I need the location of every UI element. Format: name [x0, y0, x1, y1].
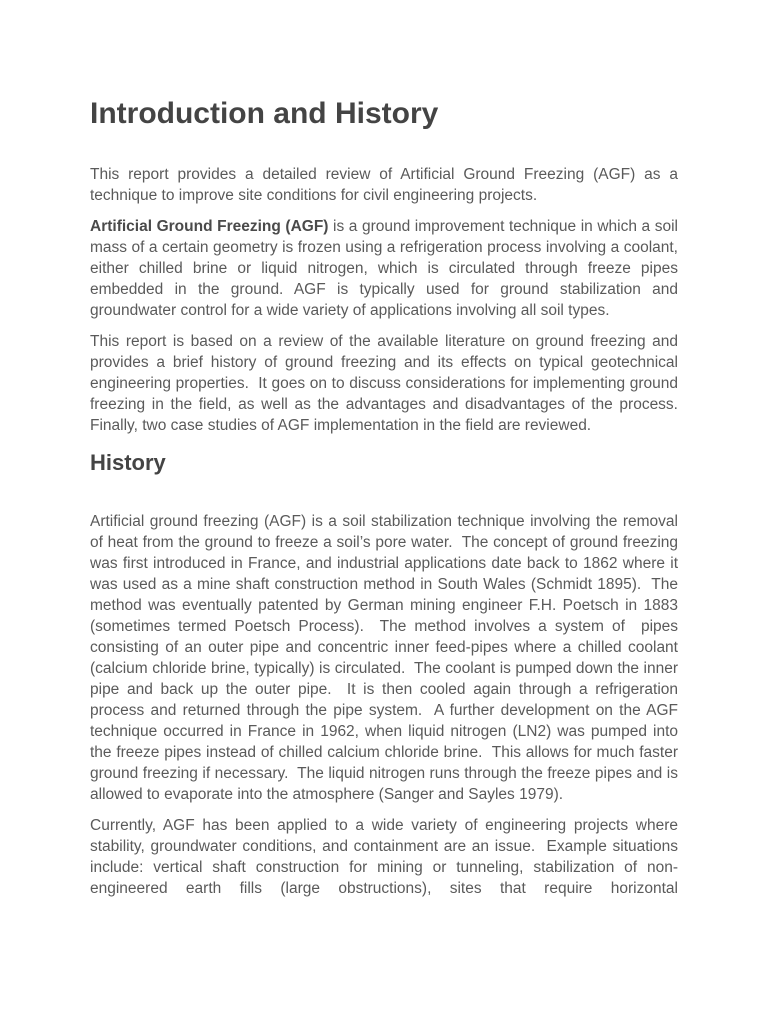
history-heading: History	[90, 450, 166, 475]
intro-paragraph-3: This report is based on a review of the available literature on ground freezing and provides a brief history of ground freezing and its effects on typical geotechnical engineering properties. It goes on to discuss considerations for implementing ground freezing in the field, as well as the advantages and disadvantages of the process. Finally, two case studies of AGF implementation in the field are reviewed.	[90, 333, 687, 434]
history-paragraph-2: Currently, AGF has been applied to a wide variety of engineering projects where stability, groundwater conditions, and containment are an issue. Example situations include: vertical shaft construction for mining or tunneling, stabilization of non-engineered earth fills (large obstructions), sites that require horizontal	[90, 817, 683, 897]
agf-definition-term: Artificial Ground Freezing (AGF)	[90, 218, 329, 235]
agf-definition-text: is a ground improvement technique in which a soil mass of a certain geometry is frozen using a refrigeration process involving a coolant, either chilled brine or liquid nitrogen, which is circulated through freeze pipes embedded in the ground. AGF is typically used for ground stabilization and groundwater control for a wide variety of applications involving all soil types.	[90, 218, 683, 319]
history-paragraph-1: Artificial ground freezing (AGF) is a soil stabilization technique involving the removal of heat from the ground to freeze a soil’s pore water. The concept of ground freezing was first introduced in France, and industrial applications date back to 1862 where it was used as a mine shaft construction method in South Wales (Schmidt 1895). The method was eventually patented by German mining engineer F.H. Poetsch in 1883 (sometimes termed Poetsch Process). The method involves a system of pipes consisting of an outer pipe and concentric inner feed-pipes where a chilled coolant (calcium chloride brine, typically) is circulated. The coolant is pumped down the inner pipe and back up the outer pipe. It is then cooled again through a refrigeration process and returned through the pipe system. A further development on the AGF technique occurred in France in 1962, when liquid nitrogen (LN2) was pumped into the freeze pipes instead of chilled calcium chloride brine. This allows for much faster ground freezing if necessary. The liquid nitrogen runs through the freeze pipes and is allowed to evaporate into the atmosphere (Sanger and Sayles 1979).	[90, 513, 683, 803]
document-page	[90, 0, 687, 909]
intro-paragraph-1: This report provides a detailed review of Artificial Ground Freezing (AGF) as a technique to improve site conditions for civil engineering projects.	[90, 166, 683, 204]
intro-paragraph-2	[90, 216, 683, 321]
page-title: Introduction and History	[90, 97, 439, 130]
